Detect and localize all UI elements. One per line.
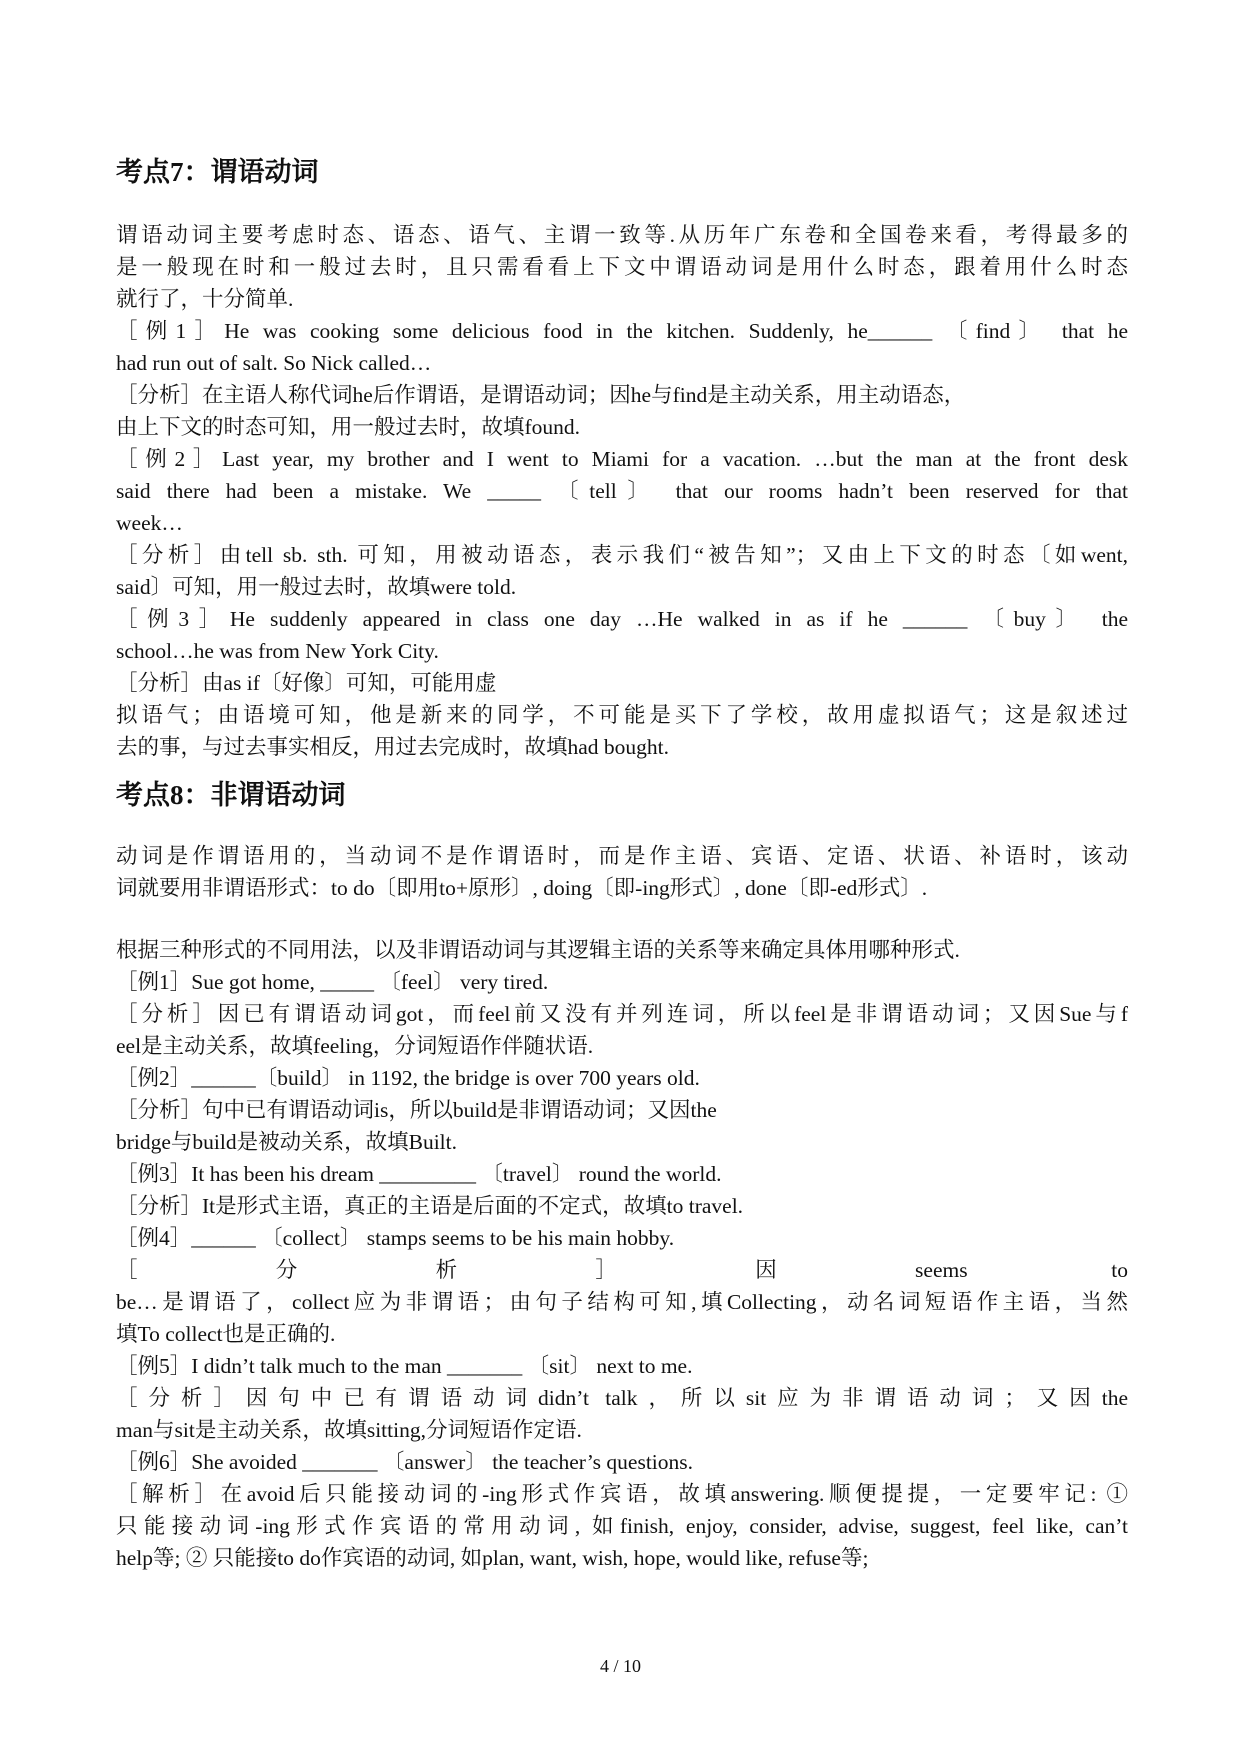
text-line: 去的事，与过去事实相反，用过去完成时，故填had bought. <box>116 735 670 759</box>
text-line: ［解析］在avoid后只能接动词的-ing形式作宾语，故填answering.顺便提提，一定要牢记: ① <box>116 1482 1128 1506</box>
text-line: 根据三种形式的不同用法，以及非谓语动词与其逻辑主语的关系等来确定具体用哪种形式. <box>116 938 960 962</box>
text-line: 就行了，十分简单. <box>116 287 294 311</box>
text-line: week… <box>116 511 183 535</box>
text-line: ［分析］因句中已有谓语动词didn’t talk，所以sit应为非谓语动词；又因the <box>116 1386 1128 1410</box>
text-line: ［例2］Last year, my brother and I went to Miami for a vacation. …but the man at the front desk <box>116 447 1128 471</box>
text-line: ［分析］因已有谓语动词got，而feel前又没有并列连词，所以feel是非谓语动词；又因Sue与f <box>116 1002 1128 1026</box>
text-line: 谓语动词主要考虑时态、语态、语气、主谓一致等.从历年广东卷和全国卷来看，考得最多的 <box>116 223 1128 247</box>
text-line: 填To collect也是正确的. <box>116 1322 336 1346</box>
text-line: 词就要用非谓语形式：to do〔即用to+原形〕, doing〔即-ing形式〕, done〔即-ed形式〕. <box>116 876 928 900</box>
text-line: ［例1］Sue got home, _____ 〔feel〕 very tired. <box>116 970 549 994</box>
text-line: 拟语气；由语境可知，他是新来的同学，不可能是买下了学校，故用虚拟语气；这是叙述过 <box>116 703 1128 727</box>
text-line: school…he was from New York City. <box>116 639 439 663</box>
section-8-heading: 考点8：非谓语动词 <box>116 780 346 810</box>
text-line: 是一般现在时和一般过去时，且只需看看上下文中谓语动词是用什么时态，跟着用什么时态 <box>116 255 1128 279</box>
text-line: help等; ② 只能接to do作宾语的动词, 如plan, want, wish, hope, would like, refuse等; <box>116 1546 869 1570</box>
text-line: ［例3］He suddenly appeared in class one day …He walked in as if he ______ 〔buy〕 the <box>116 607 1128 631</box>
text-line: ［例5］I didn’t talk much to the man _______ 〔sit〕 next to me. <box>116 1354 693 1378</box>
page-number: 4 / 10 <box>599 1656 641 1676</box>
text-line: said〕可知，用一般过去时，故填were told. <box>116 575 517 599</box>
text-line: ［例4］______ 〔collect〕 stamps seems to be his main hobby. <box>116 1226 675 1250</box>
section-7-heading: 考点7：谓语动词 <box>116 157 319 187</box>
text-line: ［分析］由tell sb. sth. 可知，用被动语态，表示我们“被告知”；又由上下文的时态〔如went, <box>116 543 1128 567</box>
text-line: ［分析］It是形式主语，真正的主语是后面的不定式，故填to travel. <box>116 1194 744 1218</box>
text-line: be…是谓语了，collect应为非谓语；由句子结构可知,填Collecting，动名词短语作主语，当然 <box>116 1290 1128 1314</box>
text-line: had run out of salt. So Nick called… <box>116 351 432 375</box>
text-line: 只能接动词-ing形式作宾语的常用动词, 如finish, enjoy, consider, advise, suggest, feel like, can’t <box>116 1514 1128 1538</box>
text-line: ［例3］It has been his dream _________ 〔travel〕 round the world. <box>116 1162 722 1186</box>
text-line: eel是主动关系，故填feeling，分词短语作伴随状语. <box>116 1034 594 1058</box>
text-line: ［分析］句中已有谓语动词is，所以build是非谓语动词；又因the <box>116 1098 717 1122</box>
text-line: ［例1］He was cooking some delicious food in the kitchen. Suddenly, he______ 〔find〕 that he <box>116 319 1128 343</box>
text-line: 动词是作谓语用的，当动词不是作谓语时，而是作主语、宾语、定语、状语、补语时，该动 <box>116 844 1128 868</box>
section-8-intro <box>116 840 1128 904</box>
section-8-body <box>116 934 1128 1574</box>
text-line: ［分析］由as if〔好像〕可知，可能用虚 <box>116 671 497 695</box>
text-line: man与sit是主动关系，故填sitting,分词短语作定语. <box>116 1418 582 1442</box>
text-line: bridge与build是被动关系，故填Built. <box>116 1130 458 1154</box>
text-line: ［分析］在主语人称代词he后作谓语，是谓语动词；因he与find是主动关系，用主动语态， <box>116 383 966 407</box>
text-line: ［例6］She avoided _______ 〔answer〕 the teacher’s questions. <box>116 1450 694 1474</box>
text-line: ［例2］______〔build〕 in 1192, the bridge is over 700 years old. <box>116 1066 700 1090</box>
text-line: ［分析］因seems to <box>116 1258 1128 1282</box>
section-7-body <box>116 219 1128 763</box>
text-line: 由上下文的时态可知，用一般过去时，故填found. <box>116 415 581 439</box>
text-line: said there had been a mistake. We _____ 〔tell〕 that our rooms hadn’t been reserved for that <box>116 479 1128 503</box>
